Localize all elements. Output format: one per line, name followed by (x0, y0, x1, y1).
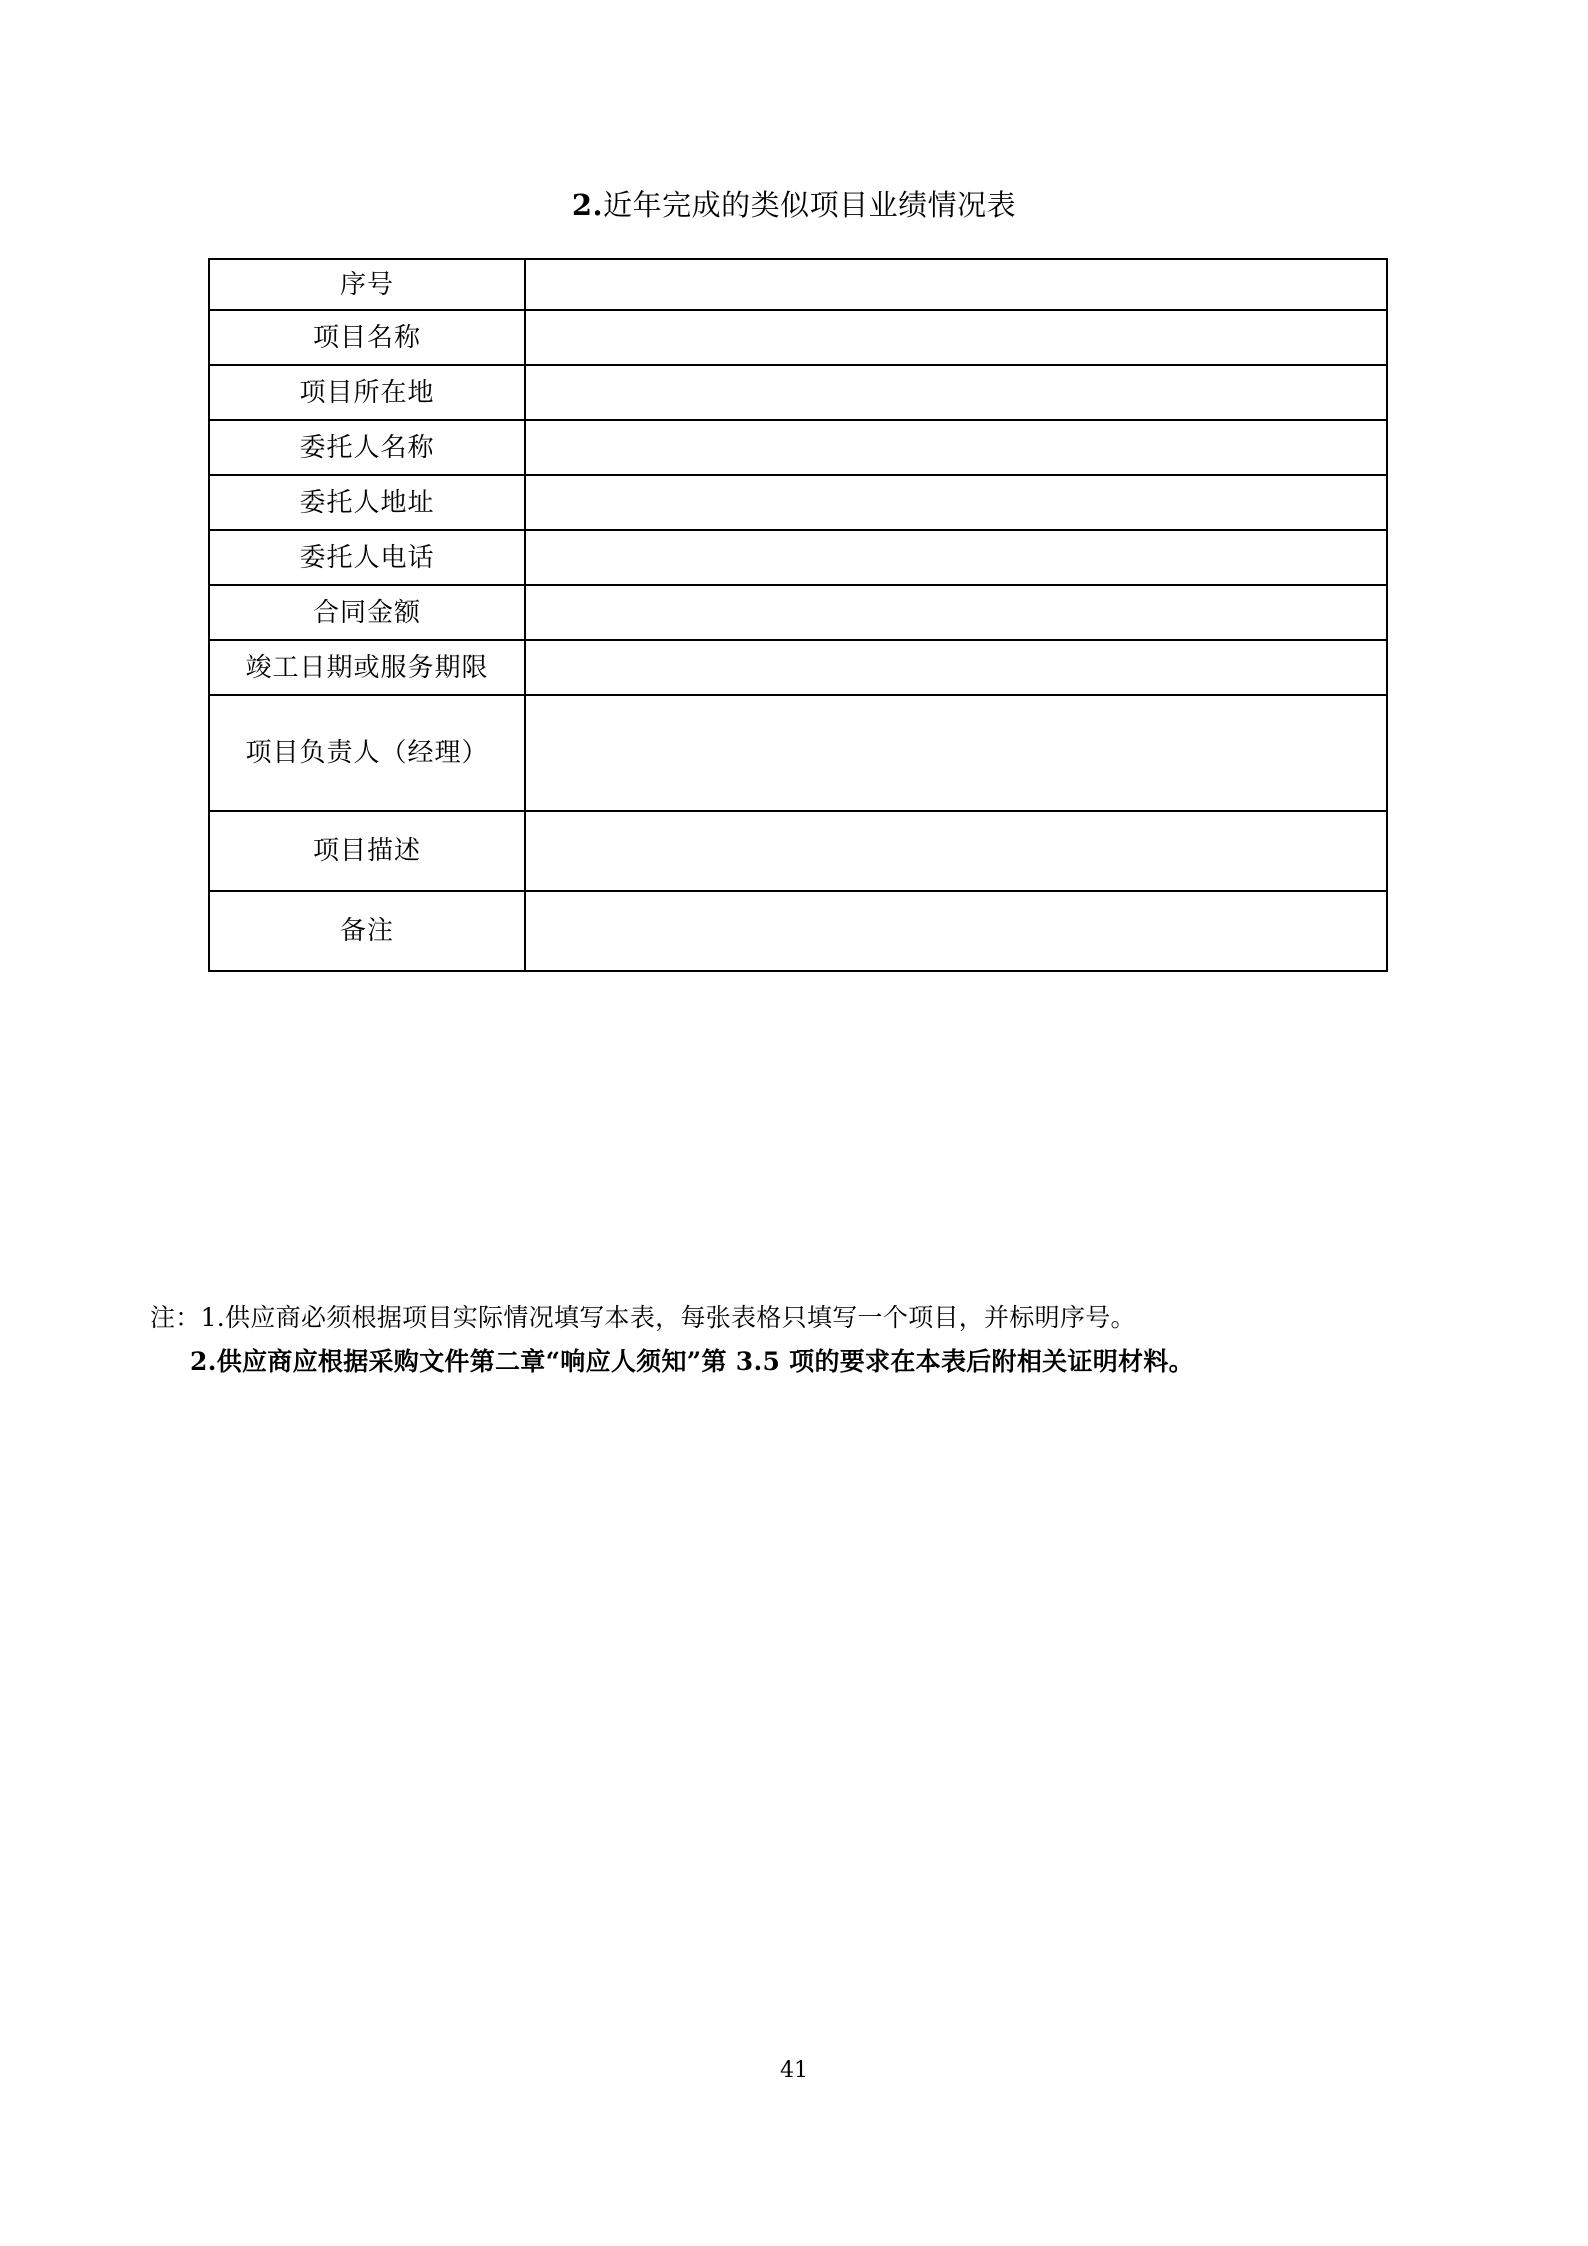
note-line-1: 注：1.供应商必须根据项目实际情况填写本表，每张表格只填写一个项目，并标明序号。 (150, 1303, 1136, 1332)
row-value-field[interactable] (525, 259, 1387, 310)
table-row (209, 811, 1387, 891)
page-title (0, 185, 1588, 225)
row-label: 委托人名称 (209, 420, 525, 475)
row-value-field[interactable] (525, 365, 1387, 420)
table-row (209, 640, 1387, 695)
note-line-2: 2.供应商应根据采购文件第二章“响应人须知”第 3.5 项的要求在本表后附相关证明材料。 (190, 1347, 1194, 1376)
page-title-number: 2. (571, 188, 604, 222)
row-label: 序号 (209, 259, 525, 310)
table-row (209, 695, 1387, 811)
table-row (209, 891, 1387, 971)
row-value-field[interactable] (525, 475, 1387, 530)
row-value-field[interactable] (525, 891, 1387, 971)
row-label: 委托人地址 (209, 475, 525, 530)
table-row (209, 585, 1387, 640)
page-number: 41 (780, 2058, 808, 2083)
row-label: 项目名称 (209, 310, 525, 365)
row-label: 委托人电话 (209, 530, 525, 585)
row-value-field[interactable] (525, 695, 1387, 811)
row-label: 竣工日期或服务期限 (209, 640, 525, 695)
row-value-field[interactable] (525, 811, 1387, 891)
row-label: 项目所在地 (209, 365, 525, 420)
row-label: 项目负责人（经理） (209, 695, 525, 811)
row-label: 项目描述 (209, 811, 525, 891)
page-title-text: 近年完成的类似项目业绩情况表 (603, 188, 1017, 222)
project-performance-table (208, 258, 1388, 972)
table-notes (150, 1296, 1470, 1384)
row-value-field[interactable] (525, 585, 1387, 640)
table-row (209, 365, 1387, 420)
table-body (209, 259, 1387, 971)
table-row (209, 259, 1387, 310)
table-row (209, 530, 1387, 585)
row-label: 备注 (209, 891, 525, 971)
table-row (209, 310, 1387, 365)
row-value-field[interactable] (525, 420, 1387, 475)
row-label: 合同金额 (209, 585, 525, 640)
row-value-field[interactable] (525, 640, 1387, 695)
table-row (209, 475, 1387, 530)
table-row (209, 420, 1387, 475)
row-value-field[interactable] (525, 530, 1387, 585)
row-value-field[interactable] (525, 310, 1387, 365)
